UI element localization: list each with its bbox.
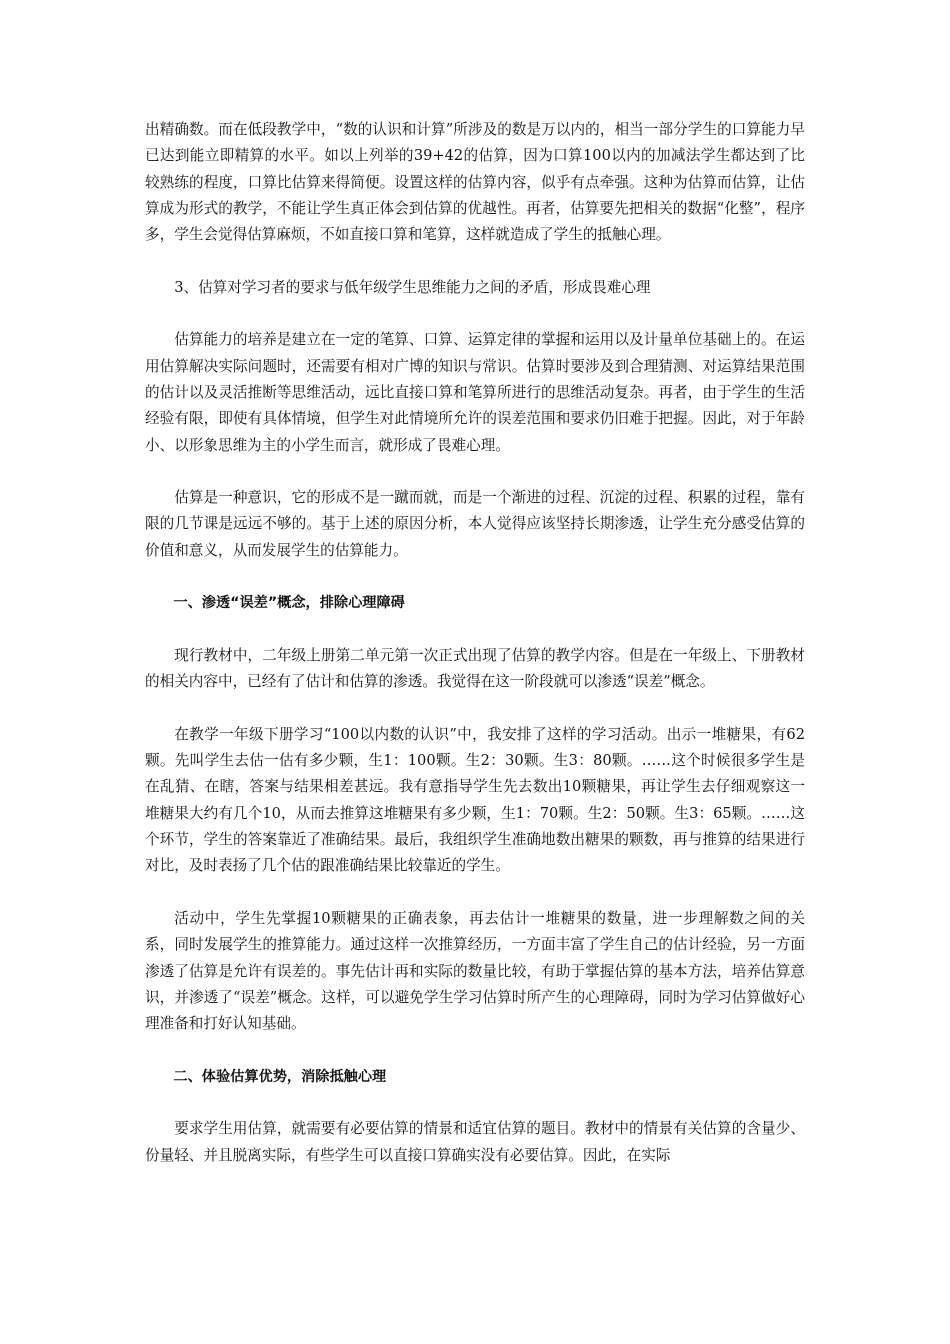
paragraph-awareness: 估算是一种意识，它的形成不是一蹴而就，而是一个渐进的过程、沉淀的过程、积累的过程，靠有限的几节课是远远不够的。基于上述的原因分析，本人觉得应该坚持长期渗透，让学生充分感受估算的价值和意义，从而发展学生的估算能力。 [145, 489, 805, 559]
subheading-3: 3、估算对学习者的要求与低年级学生思维能力之间的矛盾，形成畏难心理 [174, 278, 651, 296]
section-heading-1: 一、渗透“误差”概念，排除心理障碍 [173, 595, 405, 612]
paragraph-ability: 估算能力的培养是建立在一定的笔算、口算、运算定律的掌握和运用以及计量单位基础上的。在运用估算解决实际问题时，还需要有相对广博的知识与常识。估算时要涉及到合理猜测、对运算结果范围的估计以及灵活推断等思维活动，远比直接口算和笔算所进行的思维活动复杂。再者，由于学生的生活经验有限，即使有具体情境，但学生对此情境所允许的误差范围和要求仍旧难于把握。因此，对于年龄小、以形象思维为主的小学生而言，就形成了畏难心理。 [145, 331, 805, 454]
document-page [145, 117, 805, 1195]
paragraph-intro: 出精确数。而在低段教学中，“数的认识和计算”所涉及的数是万以内的，相当一部分学生的口算能力早已达到能立即精算的水平。如以上列举的39+42的估算，因为口算100以内的加减法学生都达到了比较熟练的程度，口算比估算来得简便。设置这样的估算内容，似乎有点牵强。这种为估算而估算，让估算成为形式的教学，不能让学生真正体会到估算的优越性。再者，估算要先把相关的数据“化整”，程序多，学生会觉得估算麻烦，不如直接口算和笔算，这样就造成了学生的抵触心理。 [145, 121, 805, 244]
section-heading-2: 二、体验估算优势，消除抵触心理 [173, 1068, 387, 1085]
paragraph-textbook: 现行教材中，二年级上册第二单元第一次正式出现了估算的教学内容。但是在一年级上、下册教材的相关内容中，已经有了估计和估算的渗透。我觉得在这一阶段就可以渗透“误差”概念。 [145, 646, 805, 691]
paragraph-activity-summary: 活动中，学生先掌握10颗糖果的正确表象，再去估计一堆糖果的数量，进一步理解数之间的关系，同时发展学生的推算能力。通过这样一次推算经历，一方面丰富了学生自己的估计经验，另一方面渗透了估算是允许有误差的。事先估计再和实际的数量比较，有助于掌握估算的基本方法，培养估算意识，并渗透了“误差”概念。这样，可以避免学生学习估算时所产生的心理障碍，同时为学习估算做好心理准备和打好认知基础。 [145, 909, 805, 1033]
paragraph-requirement: 要求学生用估算，就需要有必要估算的情景和适宜估算的题目。教材中的情景有关估算的含量少、份量轻、并且脱离实际，有些学生可以直接口算确实没有必要估算。因此，在实际 [145, 1120, 805, 1164]
paragraph-candy-activity: 在教学一年级下册学习“100以内数的认识”中，我安排了这样的学习活动。出示一堆糖果，有62颗。先叫学生去估一估有多少颗，生1：100颗。生2：30颗。生3：80颗。……这个时候很多学生是在乱猜、在瞎，答案与结果相差甚远。我有意指导学生先去数出10颗糖果，再让学生去仔细观察这一堆糖果大约有几个10，从而去推算这堆糖果有多少颗，生1：70颗。生2：50颗。生3：65颗。……这个环节，学生的答案靠近了准确结果。最后，我组织学生准确地数出糖果的颗数，再与推算的结果进行对比，及时表扬了几个估的跟准确结果比较靠近的学生。 [145, 725, 805, 875]
